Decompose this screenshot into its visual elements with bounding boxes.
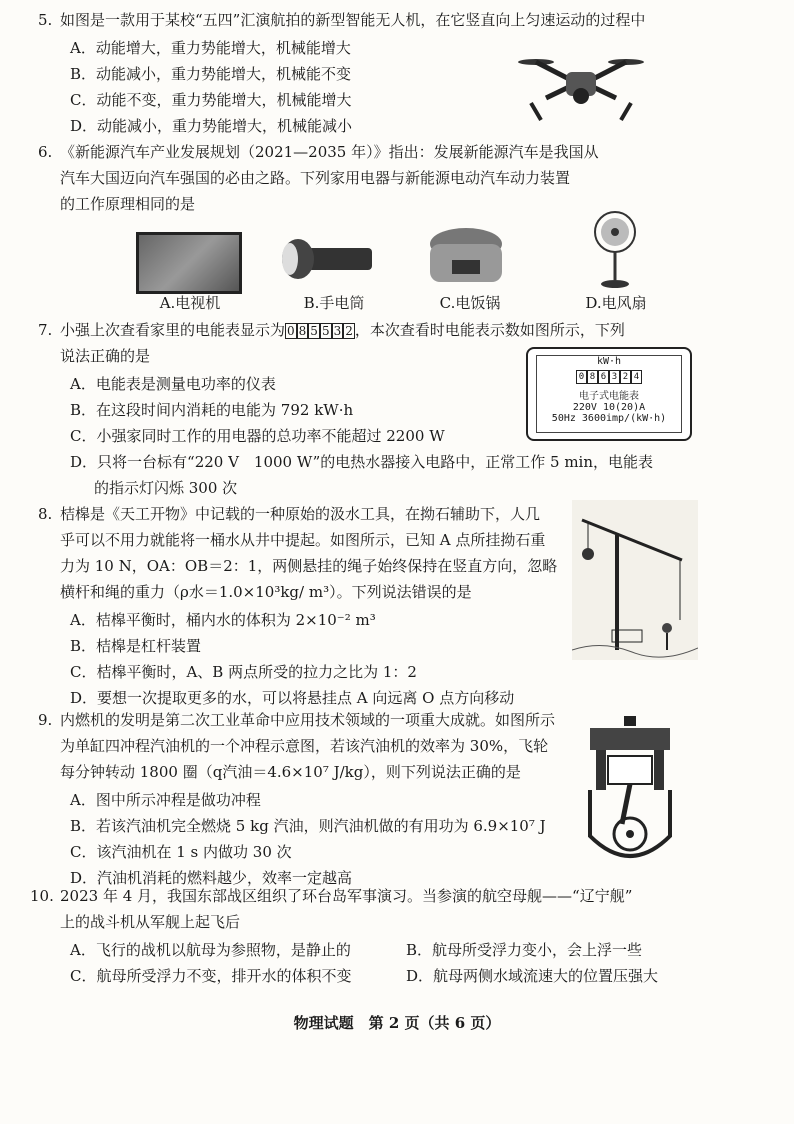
option-b: B．若该汽油机完全燃烧 5 kg 汽油，则汽油机做的有用功为 6.9×10⁷ J [70, 817, 546, 835]
engine-diagram [582, 716, 678, 874]
option-a: A．飞行的战机以航母为参照物，是静止的 [70, 941, 351, 959]
option-d-cont: 的指示灯闪烁 300 次 [94, 479, 238, 497]
question-stem: 如图是一款用于某校“五四”汇演航拍的新型智能无人机，在它竖直向上匀速运动的过程中 [60, 11, 646, 29]
question-stem-line-1: 《新能源汽车产业发展规划（2021—2035 年）》指出：发展新能源汽车是我国从 [60, 143, 599, 161]
option-d: D．动能减小，重力势能增大，机械能减小 [70, 117, 353, 135]
question-number: 9. [38, 711, 53, 729]
option-d: D．汽油机消耗的燃料越少，效率一定越高 [70, 869, 353, 887]
option-d: D．航母两侧水域流速大的位置压强大 [406, 967, 659, 985]
meter-name: 电子式电能表 [579, 391, 639, 402]
digit: 0 [576, 370, 587, 384]
rice-cooker-image [426, 222, 506, 290]
page-footer: 物理试题 第 2 页（共 6 页） [293, 1014, 501, 1032]
meter-frequency: 50Hz 3600imp/(kW·h) [551, 413, 667, 424]
question-stem-line-4: 横杆和绳的重力（ρ水＝1.0×10³kg/ m³）。下列说法错误的是 [60, 583, 472, 601]
question-number: 7. [38, 321, 53, 339]
question-stem-line-2: 为单缸四冲程汽油机的一个冲程示意图，若该汽油机的效率为 30%，飞轮 [60, 737, 549, 755]
meter-rating: 220V 10(20)A [572, 402, 646, 413]
option-a: A．桔槔平衡时，桶内水的体积为 2×10⁻² m³ [70, 611, 376, 629]
question-stem-line-2: 乎可以不用力就能将一桶水从井中提起。如图所示，已知 A 点所挂拗石重 [60, 531, 546, 549]
electric-fan-image [590, 210, 640, 290]
digit: 6 [598, 370, 609, 384]
option-c: C．桔槔平衡时，A、B 两点所受的拉力之比为 1：2 [70, 663, 417, 681]
meter-panel [536, 355, 682, 433]
image-label-a: A.电视机 [159, 294, 221, 312]
electric-meter-figure [526, 347, 692, 441]
digit: 2 [345, 324, 353, 338]
tv-image [136, 232, 242, 294]
meter-unit: kW·h [596, 356, 622, 367]
question-number: 8. [38, 505, 53, 523]
question-stem-line-2: 上的战斗机从军舰上起飞后 [60, 913, 241, 931]
image-label-b: B.手电筒 [303, 294, 365, 312]
option-a: A．动能增大，重力势能增大，机械能增大 [70, 39, 351, 57]
old-meter-reading [285, 321, 355, 339]
option-b: B．动能减小，重力势能增大，机械能不变 [70, 65, 352, 83]
question-stem-line-3: 的工作原理相同的是 [60, 195, 196, 213]
option-a: A．电能表是测量电功率的仪表 [70, 375, 276, 393]
digit: 8 [298, 324, 307, 338]
question-number: 5. [38, 11, 53, 29]
question-stem-line-2: 汽车大国迈向汽车强国的必由之路。下列家用电器与新能源电动汽车动力装置 [60, 169, 571, 187]
option-c: C．该汽油机在 1 s 内做功 30 次 [70, 843, 292, 861]
option-c: C．小强家同时工作的用电器的总功率不能超过 2200 W [70, 427, 445, 445]
option-c: C．航母所受浮力不变，排开水的体积不变 [70, 967, 352, 985]
digit: 3 [333, 324, 342, 338]
option-b: B．在这段时间内消耗的电能为 792 kW·h [70, 401, 354, 419]
question-number: 6. [38, 143, 53, 161]
digit: 4 [631, 370, 642, 384]
option-c: C．动能不变，重力势能增大，机械能增大 [70, 91, 352, 109]
question-stem-line-1: 2023 年 4 月，我国东部战区组织了环台岛军事演习。当参演的航空母舰——“辽宁舰” [60, 887, 633, 905]
stem-part-b: ，本次查看时电能表示数如图所示，下列 [354, 321, 625, 339]
question-number: 10. [30, 887, 54, 905]
digit: 2 [620, 370, 631, 384]
digit: 3 [609, 370, 620, 384]
option-b: B．桔槔是杠杆装置 [70, 637, 202, 655]
option-d: D．要想一次提取更多的水，可以将悬挂点 A 向远离 O 点方向移动 [70, 689, 515, 707]
digit: 5 [310, 324, 318, 338]
option-a: A．图中所示冲程是做功冲程 [70, 791, 261, 809]
question-stem-line-2: 说法正确的是 [60, 347, 151, 365]
drone-image [516, 48, 646, 123]
stem-part-a: 小强上次查看家里的电能表显示为 [60, 321, 286, 339]
question-stem-line-3: 每分钟转动 1800 圈（q汽油＝4.6×10⁷ J/kg），则下列说法正确的是 [60, 763, 521, 781]
image-label-c: C.电饭锅 [439, 294, 501, 312]
question-stem-line-1 [60, 318, 625, 343]
question-stem-line-3: 力为 10 N，OA：OB＝2：1，两侧悬挂的绳子始终保持在竖直方向，忽略 [60, 557, 558, 575]
question-stem-line-1: 内燃机的发明是第二次工业革命中应用技术领域的一项重大成就。如图所示 [60, 711, 556, 729]
image-label-d: D.电风扇 [585, 294, 647, 312]
question-stem-line-1: 桔槔是《天工开物》中记载的一种原始的汲水工具，在拗石辅助下，人几 [60, 505, 541, 523]
meter-digits [537, 370, 681, 384]
digit: 0 [287, 324, 295, 338]
digit: 5 [321, 324, 330, 338]
well-sweep-illustration [572, 500, 698, 660]
digit: 8 [587, 370, 598, 384]
flashlight-image [278, 234, 378, 284]
option-b: B．航母所受浮力变小，会上浮一些 [406, 941, 643, 959]
option-d: D．只将一台标有“220 V 1000 W”的电热水器接入电路中，正常工作 5 min，电能表 [70, 453, 653, 471]
